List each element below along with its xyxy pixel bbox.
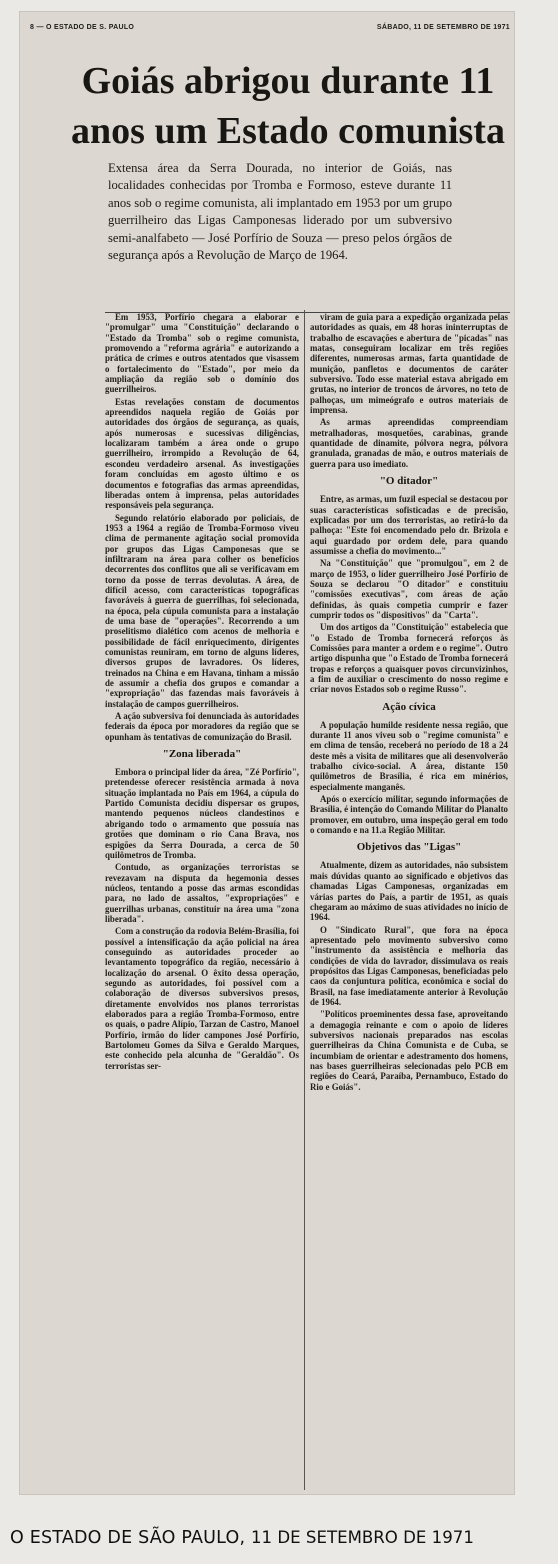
paragraph: A população humilde residente nessa região, que durante 11 anos viveu sob o "regime comunista" e em clima de tensão, receberá no período de 18 a 24 deste mês a visita de militares que ali desenvolverão trabalho cívico-social. A área, distante 150 quilômetros de Brasília, é rica em minérios, especialmente manganês. — [310, 719, 508, 792]
paragraph: O "Sindicato Rural", que fora na época apresentado pelo movimento subversivo como "instrumento da assistência e melhoria das condições de vida do lavrador, dissimulava os reais propósitos das Ligas Camponesas, beneficiadas pelo caos da conjuntura política, econômica e social do Brasil, na fase imediatamente anterior à Revolução de 1964. — [310, 924, 508, 1007]
paragraph: Embora o principal líder da área, "Zé Porfírio", pretendesse oferecer resistência armada à nova situação implantada no País em 1964, a cúpula do Partido Comunista decidiu dispersar os grupos, mantendo pequenos núcleos clandestinos e abrigando todo o armamento que possuía nas grotões que dominam o rio Cana Brava, nos espigões da Serra Dourada, a cerca de 50 quilômetros de Tromba. — [105, 767, 299, 860]
paragraph: "Políticos proeminentes dessa fase, aproveitando a demagogia reinante e com o apoio de líderes subversivos nacionais preparados nas escolas guerrilheiras da China Comunista e de Cuba, se incumbiam de orientar e adestramento dos homens, nas bases guerrilheiras selecionadas pelo PCB em regiões do Ceará, Paraíba, Pernambuco, Estado do Rio e Goiás". — [310, 1009, 508, 1092]
paragraph: Segundo relatório elaborado por policiais, de 1953 a 1964 a região de Tromba-Formoso viveu clima de permanente agitação social promovida por grupos das Ligas Camponesas que se infiltraram na área para colher os benefícios decorrentes dos conflitos que ali se verificavam em torno da posse de terras devolutas. A área, de difícil acesso, com características topográficas favoráveis à guerra de guerrilhas, foi selecionada, na época, pela cúpula comunista para a instalação de uma base de "operações". Recorrendo a um proselitismo dialético com acenos de melhoria e possibilidade de fácil enriquecimento, dirigentes comunistas reuniram, em torno de alguns líderes, diversos grupos de lavradores. Os líderes, treinados na China e em Havana, tinham a missão de assumir a chefia dos grupos e comandar a "expropriação" das fazendas mais favoráveis à instalação de campos guerrilheiros. — [105, 512, 299, 709]
paragraph: Estas revelações constam de documentos apreendidos naquela região de Goiás por autoridades dos órgãos de segurança, as quais, após numerosas e sucessivas diligências, localizaram também a área onde o grupo guerrilheiro, irrompido a Revolução de 64, escondeu verdadeiro arsenal. As investigações foram concluídas em agosto último e os documentos e fotografias das armas apreendidas, liberadas ontem à imprensa, pelas autoridades responsáveis pela segurança. — [105, 396, 299, 511]
article-column-left — [105, 312, 299, 1073]
headline: Goiás abrigou durante 11 anos um Estado comunista — [71, 60, 505, 152]
section-heading-objetivos: Objetivos das "Ligas" — [356, 841, 462, 854]
column-divider — [304, 310, 305, 1490]
section-heading-o-ditador: "O ditador" — [379, 475, 439, 488]
running-head — [30, 24, 510, 38]
running-head-left: 8 — O ESTADO DE S. PAULO — [30, 24, 135, 31]
paragraph: Em 1953, Porfírio chegara a elaborar e "promulgar" uma "Constituição" declarando o "Estado da Tromba" sob o regime comunista, promovendo a "reforma agrária" e autorizando a prática de crimes e outros atentados que visassem o fortalecimento do "Estado", por meio da ampliação da região sob o domínio dos guerrilheiros. — [105, 312, 299, 395]
paragraph: Na "Constituição" que "promulgou", em 2 de março de 1953, o líder guerrilheiro José Porfírio de Souza se declarou "O ditador" e constituiu "comissões executivas", com áreas de ação definidas, às quais competia cumprir e fazer cumprir todos os "dispositivos" da "Carta". — [310, 558, 508, 620]
paragraph: Entre, as armas, um fuzil especial se destacou por suas características sofisticadas e de precisão, explicadas por um dos terroristas, ao retirá-lo da palhoça: "Este foi encomendado pelo dr. Brizola e aqui guardado por ordem dele, para quando assumisse a chefia do movimento..." — [310, 494, 508, 556]
caption-source: O ESTADO DE SÃO PAULO, — [10, 1528, 251, 1548]
paragraph: Atualmente, dizem as autoridades, não subsistem mais dúvidas quanto ao significado e objetivos das chamadas Ligas Camponesas, organizadas em várias partes do País, a partir de 1951, as quais chegaram ao máximo de suas atividades no início de 1964. — [310, 860, 508, 923]
paragraph: Após o exercício militar, segundo informações de Brasília, é intenção do Comando Militar do Planalto promover, em outubro, uma inspeção geral em todo o comando e na 11.a Região Militar. — [310, 794, 508, 836]
paragraph: A ação subversiva foi denunciada às autoridades federais da época por moradores da região que se opunham às tentativas de comunização do Brasil. — [105, 711, 299, 742]
paragraph: viram de guia para a expedição organizada pelas autoridades as quais, em 48 horas ininterruptas de trabalho de escavações e abertura de "picadas" nas matas, conseguiram localizar em três regiões diferentes, numerosas armas, farta quantidade de munição, panfletos e documentos de caráter subversivo. Todo esse material estava abrigado em grutas, no interior de troncos de árvores, no teto de palhoças, um mimeógrafo e outros materiais de imprensa. — [310, 312, 508, 416]
section-heading-acao-civica: Ação cívica — [382, 700, 436, 713]
source-caption — [10, 1528, 558, 1548]
section-heading-zona-liberada: "Zona liberada" — [162, 748, 242, 761]
paragraph: Contudo, as organizações terroristas se revezavam na disputa da hegemonia desses núcleos, tentando a posse das armas escondidas para, no lado de assaltos, "expropriações" e guerrilhas urbanas, constituir na área uma "zona liberada". — [105, 862, 299, 924]
running-head-date: SÁBADO, 11 DE SETEMBRO DE 1971 — [376, 24, 510, 31]
paragraph: As armas apreendidas compreendiam metralhadoras, mosquetões, carabinas, grande quantidade de dinamite, pólvora negra, pólvora granulada, granadas de mão, e outros materiais de guerra para uso imediato. — [310, 417, 508, 469]
caption-date: 11 DE SETEMBRO DE 1971 — [251, 1528, 474, 1547]
article-column-right — [310, 312, 508, 1094]
paragraph: Com a construção da rodovia Belém-Brasília, foi possível a intensificação da ação policial na área conseguindo as autoridades proceder ao levantamento topográfico da região, necessário à localização do arsenal. O êxito dessa operação, segundo as autoridades, foi possível com a colaboração de diversos subversivos presos, diretamente envolvidos nos planos terroristas elaborados para a região Tromba-Formoso, entre os quais, o padre Alípio, Tarzan de Castro, Manoel Porfírio, irmão do líder campones José Porfírio, Bartolomeu Gomes da Silva e Geraldo Marques, este conhecido pela alcunha de "Geraldão". Os terroristas ser- — [105, 926, 299, 1071]
paragraph: Um dos artigos da "Constituição" estabelecia que "o Estado de Tromba fornecerá reforços às Comissões para manter a ordem e o regime". Outro artigo dispunha que "o Estado de Tromba fornecerá tropas e reforços a quaisquer povos circunvizinhos, a fim de auxiliar o crescimento do nosso regime e criar novos Estados sob o regime Russo". — [310, 622, 508, 695]
subhead-lead: Extensa área da Serra Dourada, no interior de Goiás, nas localidades conhecidas por Tromba e Formoso, esteve durante 11 anos sob o regime comunista, ali implantado em 1953 por um grupo guerrilheiro das Ligas Camponesas liderado por um subversivo semi-analfabeto — José Porfírio de Souza — preso pelos órgãos de segurança após a Revolução de Março de 1964. — [108, 161, 452, 263]
